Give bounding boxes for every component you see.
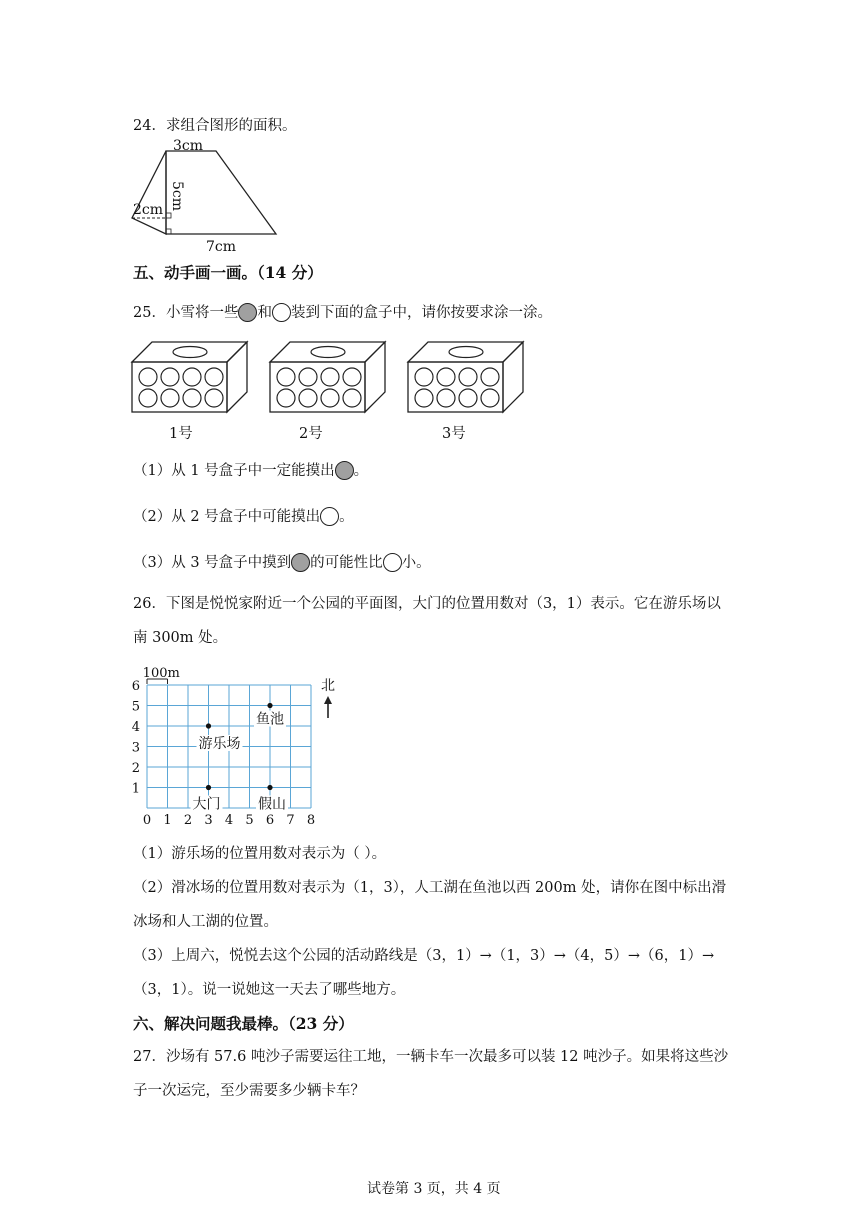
box-label-1: 1号 — [169, 426, 193, 442]
q26-sub3-line2: （3，1）。说一说她这一天去了哪些地方。 — [133, 982, 406, 998]
y-tick-label: 5 — [131, 699, 140, 715]
q26-sub2-line1: （2）滑冰场的位置用数对表示为（1，3），人工湖在鱼池以西 200m 处，请你在图中标出滑 — [133, 880, 727, 896]
y-tick-label: 2 — [131, 761, 140, 776]
q24-text: 24．求组合图形的面积。 — [133, 118, 297, 134]
y-tick-label: 6 — [131, 679, 140, 694]
place-label: 假山 — [258, 796, 286, 813]
y-tick-label: 3 — [131, 740, 140, 756]
q24-composite-figure — [126, 136, 286, 254]
q25-text — [133, 301, 552, 322]
q25-sub1 — [133, 459, 368, 480]
q25-text-b: 和 — [257, 305, 272, 321]
box-2 — [270, 342, 385, 412]
q27-line2: 子一次运完，至少需要多少辆卡车？ — [133, 1083, 365, 1099]
box-label-3: 3号 — [442, 426, 466, 442]
q25-sub3-c: 小。 — [401, 555, 431, 571]
label-top: 3cm — [173, 138, 204, 154]
box-1 — [132, 342, 247, 412]
place-dot — [267, 785, 272, 790]
x-tick-label: 1 — [163, 813, 172, 828]
north-label: 北 — [321, 678, 335, 694]
gray-ball-icon — [238, 303, 257, 322]
q26-sub2-line2: 冰场和人工湖的位置。 — [133, 914, 278, 930]
x-tick-label: 4 — [224, 813, 234, 828]
x-tick-label: 8 — [306, 813, 316, 828]
park-grid-map — [128, 656, 353, 828]
q25-sub3 — [133, 551, 431, 572]
place-dot — [267, 703, 272, 708]
q25-text-c: 装到下面的盒子中，请你按要求涂一涂。 — [290, 305, 552, 321]
white-ball-icon — [272, 303, 291, 322]
place-label: 鱼池 — [256, 711, 284, 728]
page-footer: 试卷第 3 页，共 4 页 — [367, 1181, 501, 1197]
q25-sub2 — [133, 505, 354, 526]
label-bottom: 7cm — [206, 239, 237, 254]
q25-sub2-a: （2）从 2 号盒子中可能摸出 — [133, 509, 321, 525]
box-3 — [408, 342, 523, 412]
q27-line1: 27．沙场有 57.6 吨沙子需要运往工地，一辆卡车一次最多可以装 12 吨沙子。如果将这些沙 — [133, 1049, 729, 1065]
q25-sub1-a: （1）从 1 号盒子中一定能摸出 — [133, 463, 335, 479]
label-height: 5cm — [169, 181, 185, 212]
x-tick-label: 6 — [265, 813, 275, 828]
q25-sub2-b: 。 — [339, 509, 354, 525]
x-tick-label: 0 — [142, 813, 152, 828]
q25-sub3-a: （3）从 3 号盒子中摸到 — [133, 555, 292, 571]
x-tick-label: 2 — [183, 813, 193, 828]
q26-line2: 南 300m 处。 — [133, 630, 228, 646]
ball-boxes — [130, 338, 530, 416]
place-label: 大门 — [192, 796, 221, 813]
north-arrowhead-icon — [324, 696, 332, 704]
scale-label: 100m — [142, 666, 180, 681]
place-label: 游乐场 — [198, 736, 241, 752]
white-ball-icon — [320, 507, 339, 526]
x-tick-label: 3 — [204, 813, 213, 828]
place-dot — [206, 785, 211, 790]
white-ball-icon — [383, 553, 402, 572]
q26-sub1: （1）游乐场的位置用数对表示为（ ）。 — [133, 846, 387, 862]
x-tick-label: 7 — [286, 813, 295, 828]
y-tick-label: 4 — [131, 720, 140, 735]
gray-ball-icon — [291, 553, 310, 572]
label-left: 2cm — [133, 202, 164, 218]
box-label-2: 2号 — [299, 426, 323, 442]
q26-sub3-line1: （3）上周六，悦悦去这个公园的活动路线是（3，1）→（1，3）→（4，5）→（6，1）→ — [133, 948, 715, 964]
y-tick-label: 1 — [131, 781, 140, 797]
section6-title: 六、解决问题我最棒。（23 分） — [133, 1014, 354, 1033]
q25-text-a: 25．小雪将一些 — [133, 305, 239, 321]
q25-sub1-b: 。 — [353, 463, 369, 479]
section5-title: 五、动手画一画。（14 分） — [133, 263, 323, 282]
q26-line1: 26．下图是悦悦家附近一个公园的平面图，大门的位置用数对（3，1）表示。它在游乐场以 — [133, 596, 721, 612]
x-tick-label: 5 — [245, 813, 254, 828]
gray-ball-icon — [335, 461, 354, 480]
q25-sub3-b: 的可能性比 — [310, 555, 383, 571]
place-dot — [206, 723, 211, 728]
